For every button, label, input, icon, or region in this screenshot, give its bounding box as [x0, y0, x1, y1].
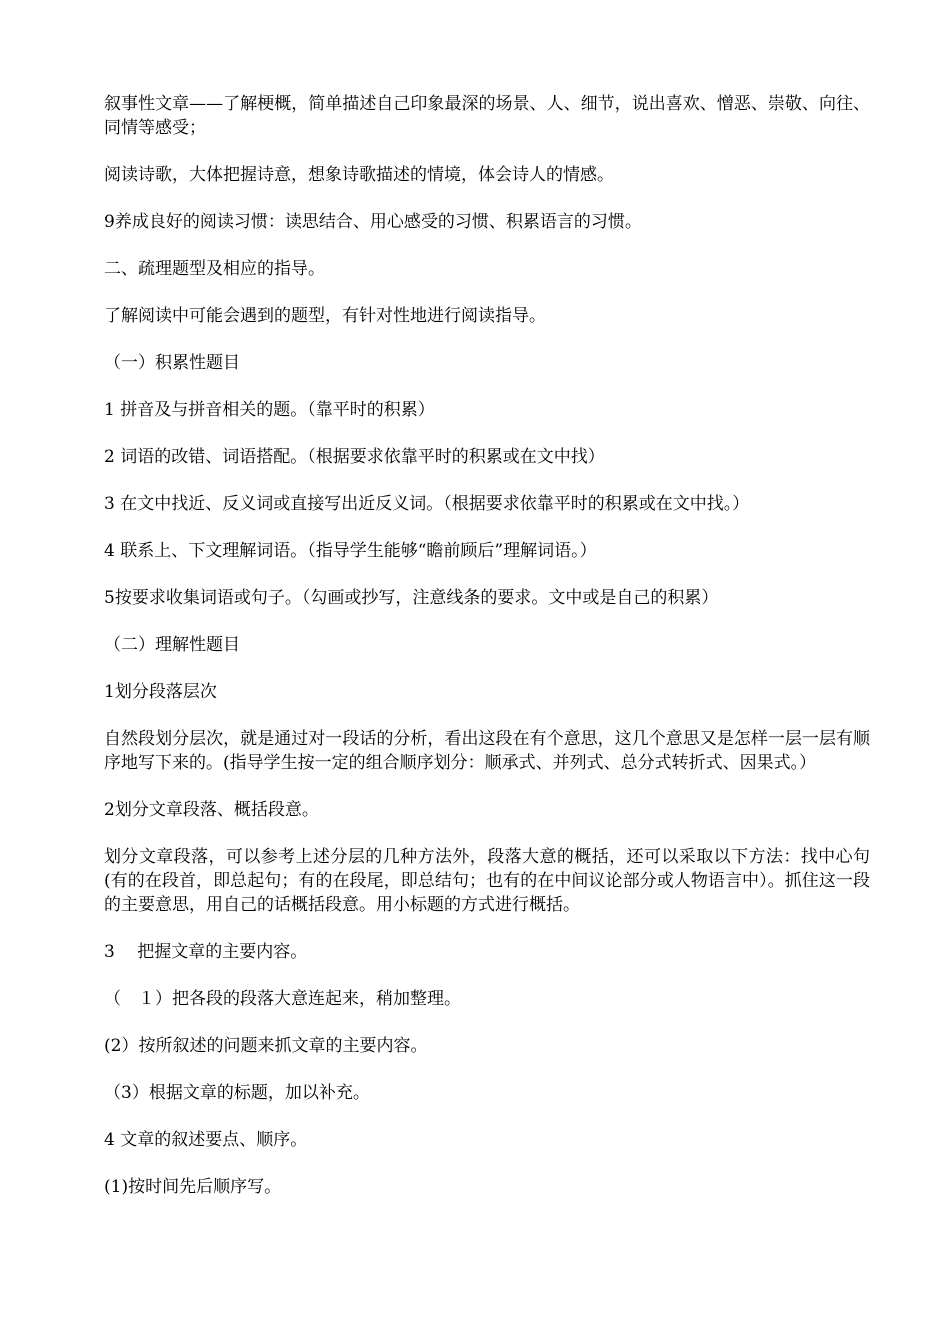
paragraph: 自然段划分层次，就是通过对一段话的分析，看出这段在有个意思，这几个意思又是怎样一层一层有顺序地写下来的。(指导学生按一定的组合顺序划分：顺承式、并列式、总分式转折式、因果式。）	[104, 729, 870, 773]
paragraph: 9养成良好的阅读习惯：读思结合、用心感受的习惯、积累语言的习惯。	[104, 212, 642, 232]
paragraph: 叙事性文章——了解梗概，简单描述自己印象最深的场景、人、细节，说出喜欢、憎恶、崇敬、向往、同情等感受；	[104, 94, 870, 138]
list-item: （ １）把各段的段落大意连起来，稍加整理。	[104, 989, 461, 1009]
list-item: 2划分文章段落、概括段意。	[104, 800, 319, 820]
list-item: 5按要求收集词语或句子。（勾画或抄写，注意线条的要求。文中或是自己的积累）	[104, 588, 719, 608]
list-item: （3）根据文章的标题，加以补充。	[104, 1083, 370, 1103]
subsection-heading: （二）理解性题目	[104, 635, 240, 655]
paragraph: 阅读诗歌，大体把握诗意，想象诗歌描述的情境，体会诗人的情感。	[104, 165, 614, 185]
list-item: (2）按所叙述的问题来抓文章的主要内容。	[104, 1036, 428, 1056]
list-item: 2 词语的改错、词语搭配。（根据要求依靠平时的积累或在文中找）	[104, 447, 605, 467]
list-item: 1划分段落层次	[104, 682, 217, 702]
list-item: 1 拼音及与拼音相关的题。（靠平时的积累）	[104, 400, 435, 420]
subsection-heading: （一）积累性题目	[104, 353, 240, 373]
list-item: 4 联系上、下文理解词语。（指导学生能够“瞻前顾后”理解词语。）	[104, 541, 597, 561]
list-item: 3 在文中找近、反义词或直接写出近反义词。（根据要求依靠平时的积累或在文中找。）	[104, 494, 750, 514]
list-item: (1)按时间先后顺序写。	[104, 1177, 282, 1197]
paragraph: 划分文章段落，可以参考上述分层的几种方法外，段落大意的概括，还可以采取以下方法：找中心句(有的在段首，即总起句；有的在段尾，即总结句；也有的在中间议论部分或人物语言中）。抓住这一段的主要意思，用自己的话概括段意。用小标题的方式进行概括。	[104, 847, 870, 915]
list-item: 4 文章的叙述要点、顺序。	[104, 1130, 308, 1150]
list-item: 3 把握文章的主要内容。	[104, 942, 308, 962]
document-page	[104, 92, 870, 1222]
paragraph: 了解阅读中可能会遇到的题型，有针对性地进行阅读指导。	[104, 306, 546, 326]
section-heading: 二、疏理题型及相应的指导。	[104, 259, 325, 279]
